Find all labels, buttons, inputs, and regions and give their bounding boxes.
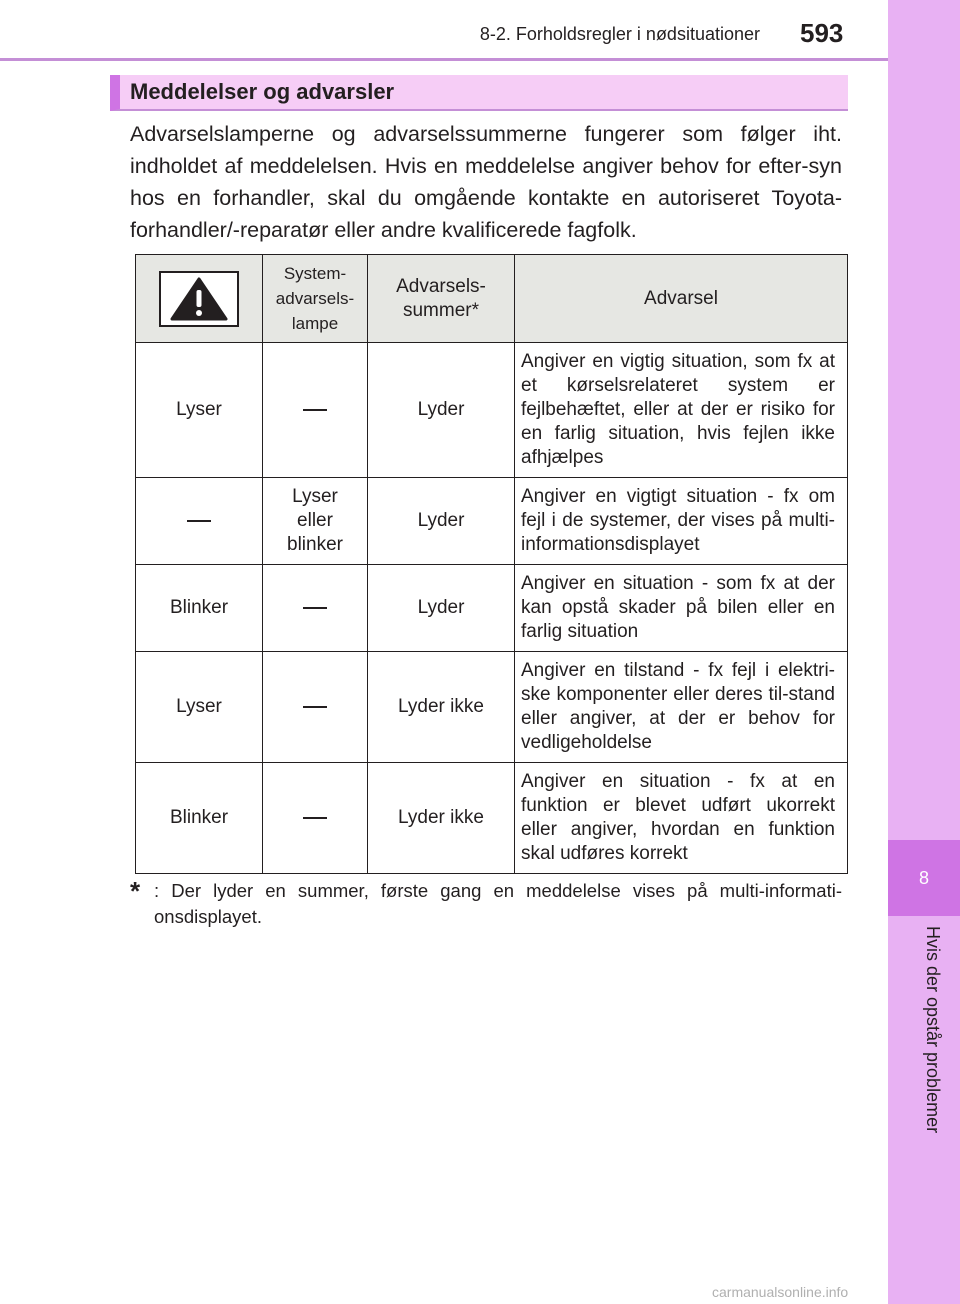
- watermark: carmanualsonline.info: [712, 1284, 849, 1300]
- running-header: 8-2. Forholdsregler i nødsituationer: [479, 24, 760, 44]
- header-system-lamp: System- advarsels- lampe: [263, 255, 368, 343]
- footnote: [130, 878, 842, 930]
- header-rule: [0, 58, 888, 61]
- dash-mark: [303, 817, 327, 819]
- warning-table: [135, 254, 848, 874]
- cell-buzzer: Lyder: [368, 478, 515, 565]
- dash-mark: [187, 520, 211, 522]
- cell-icon-state: Blinker: [136, 565, 263, 652]
- cell-description: Angiver en situation - fx at en funktion er blevet udført ukorrekt eller angiver, hvordan en funktion skal udføres korrekt: [515, 763, 848, 874]
- footnote-text: : Der lyder en summer, første gang en meddelelse vises på multi-informati-onsdisplayet.: [154, 880, 842, 927]
- header-warning: Advarsel: [515, 255, 848, 343]
- dash-mark: [303, 409, 327, 411]
- section-title: Meddelelser og advarsler: [130, 79, 395, 104]
- cell-icon-state: Blinker: [136, 763, 263, 874]
- cell-description: Angiver en vigtigt situation - fx om fejl i de systemer, der vises på multi-informationsdisplayet: [515, 478, 848, 565]
- chapter-number: 8: [918, 868, 929, 888]
- header-icon-cell: [136, 255, 263, 343]
- header-buzzer: Advarsels- summer*: [368, 255, 515, 343]
- section-heading-bar: [110, 75, 848, 111]
- cell-buzzer: Lyder ikke: [368, 652, 515, 763]
- table-row: [136, 478, 848, 565]
- intro-paragraph: Advarselslamperne og advarselssummerne fungerer som følger iht. indholdet af meddelelsen. Hvis en meddelelse angiver behov for efter-syn hos en forhandler, skal du omgående kontakte en autoriseret Toyota-forhandler/-reparatør eller andre kvalificerede fagfolk.: [130, 122, 842, 242]
- cell-buzzer: Lyder ikke: [368, 763, 515, 874]
- chapter-title: Hvis der opstår problemer: [923, 926, 943, 1134]
- dash-mark: [303, 607, 327, 609]
- table-row: [136, 565, 848, 652]
- chapter-number-box: [888, 840, 960, 916]
- cell-description: Angiver en situation - som fx at der kan opstå skader på bilen eller en farlig situation: [515, 565, 848, 652]
- cell-description: Angiver en vigtig situation, som fx at et kørselsrelateret system er fejlbehæftet, eller at der er risiko for en farlig situation, hvis fejlen ikke afhjælpes: [515, 343, 848, 478]
- cell-icon-state: Lyser: [136, 652, 263, 763]
- table-row: [136, 652, 848, 763]
- cell-system-lamp: Lyser eller blinker: [263, 478, 368, 565]
- table-row: [136, 343, 848, 478]
- cell-description: Angiver en tilstand - fx fejl i elektri-ske komponenter eller deres til-stand eller angiver, at der er behov for vedligeholdelse: [515, 652, 848, 763]
- cell-buzzer: Lyder: [368, 343, 515, 478]
- cell-system-lamp: [263, 652, 368, 763]
- warning-triangle-icon: [159, 271, 239, 327]
- dash-mark: [303, 706, 327, 708]
- table-header-row: [136, 255, 848, 343]
- cell-icon-state: [136, 478, 263, 565]
- page-number: 593: [800, 18, 844, 48]
- cell-system-lamp: [263, 343, 368, 478]
- cell-icon-state: Lyser: [136, 343, 263, 478]
- cell-buzzer: Lyder: [368, 565, 515, 652]
- cell-system-lamp: [263, 763, 368, 874]
- cell-system-lamp: [263, 565, 368, 652]
- footnote-marker: *: [130, 876, 141, 906]
- table-row: [136, 763, 848, 874]
